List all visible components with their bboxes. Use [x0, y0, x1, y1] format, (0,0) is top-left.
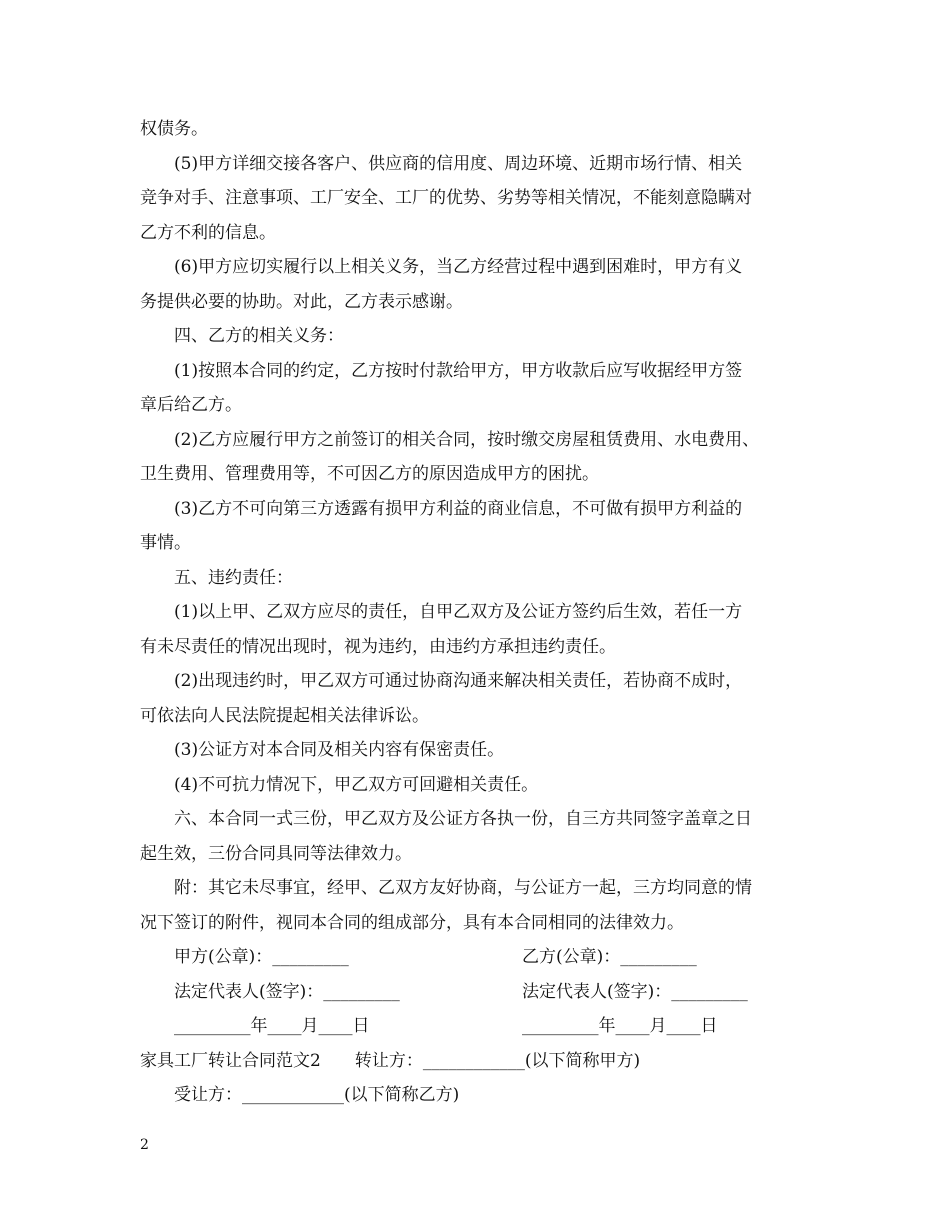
- next-contract-title-line: 家具工厂转让合同范文2 转让方：____________(以下简称甲方): [140, 1050, 641, 1071]
- party-a-date: _________年____月____日: [174, 1016, 370, 1036]
- document-page: [140, 112, 830, 1113]
- party-b-representative: 法定代表人(签字)：_________: [522, 981, 748, 1002]
- party-b-date: _________年____月____日: [522, 1016, 718, 1036]
- text-line: (2)乙方应履行甲方之前签订的相关合同，按时缴交房屋租赁费用、水电费用、: [174, 429, 760, 450]
- text-line: (2)出现违约时，甲乙双方可通过协商沟通来解决相关责任，若协商不成时，: [174, 671, 743, 691]
- text-line: 可依法向人民法院提起相关法律诉讼。: [140, 705, 429, 726]
- text-line: 有未尽责任的情况出现时，视为违约，由违约方承担违约责任。: [140, 636, 616, 657]
- text-line: 起生效，三份合同具同等法律效力。: [140, 843, 412, 864]
- text-line: (4)不可抗力情况下，甲乙双方可回避相关责任。: [174, 774, 539, 795]
- text-line: 权债务。: [140, 119, 208, 139]
- text-line: 务提供必要的协助。对此，乙方表示感谢。: [140, 291, 463, 312]
- signature-row-representative: [140, 975, 830, 1010]
- text-line: 六、本合同一式三份，甲乙双方及公证方各执一份，自三方共同签字盖章之日: [174, 809, 752, 829]
- text-line: (1)按照本合同的约定，乙方按时付款给甲方，甲方收款后应写收据经甲方签: [174, 360, 743, 381]
- transferee-line: 受让方：____________(以下简称乙方): [174, 1085, 460, 1105]
- text-line: (3)乙方不可向第三方透露有损甲方利益的商业信息，不可做有损甲方利益的: [174, 498, 743, 519]
- party-b-seal: 乙方(公章)：_________: [522, 947, 697, 967]
- text-line: 章后给乙方。: [140, 395, 242, 415]
- text-line: (5)甲方详细交接各客户、供应商的信用度、周边环境、近期市场行情、相关: [174, 153, 743, 174]
- text-line: 卫生费用、管理费用等，不可因乙方的原因造成甲方的困扰。: [140, 464, 599, 484]
- party-a-seal: 甲方(公章)：_________: [174, 947, 349, 967]
- text-line: 四、乙方的相关义务：: [174, 326, 344, 346]
- text-line: 事情。: [140, 533, 191, 553]
- contract-body: [140, 112, 830, 940]
- text-line: 附：其它未尽事宜，经甲、乙双方友好协商，与公证方一起，三方均同意的情: [174, 878, 752, 898]
- text-line: 况下签订的附件，视同本合同的组成部分，具有本合同相同的法律效力。: [140, 912, 684, 933]
- text-line: (3)公证方对本合同及相关内容有保密责任。: [174, 740, 505, 760]
- text-line: 竞争对手、注意事项、工厂安全、工厂的优势、劣势等相关情况，不能刻意隐瞒对: [140, 188, 752, 208]
- text-line: 五、违约责任：: [174, 567, 293, 588]
- signature-row-seal: [140, 940, 830, 975]
- text-line: (6)甲方应切实履行以上相关义务，当乙方经营过程中遇到困难时，甲方有义: [174, 257, 743, 277]
- text-line: (1)以上甲、乙双方应尽的责任，自甲乙双方及公证方签约后生效，若任一方: [174, 602, 743, 622]
- page-number: 2: [140, 1137, 149, 1153]
- party-a-representative: 法定代表人(签字)：_________: [174, 981, 400, 1002]
- signature-row-date: [140, 1009, 830, 1044]
- text-line: 乙方不利的信息。: [140, 222, 276, 243]
